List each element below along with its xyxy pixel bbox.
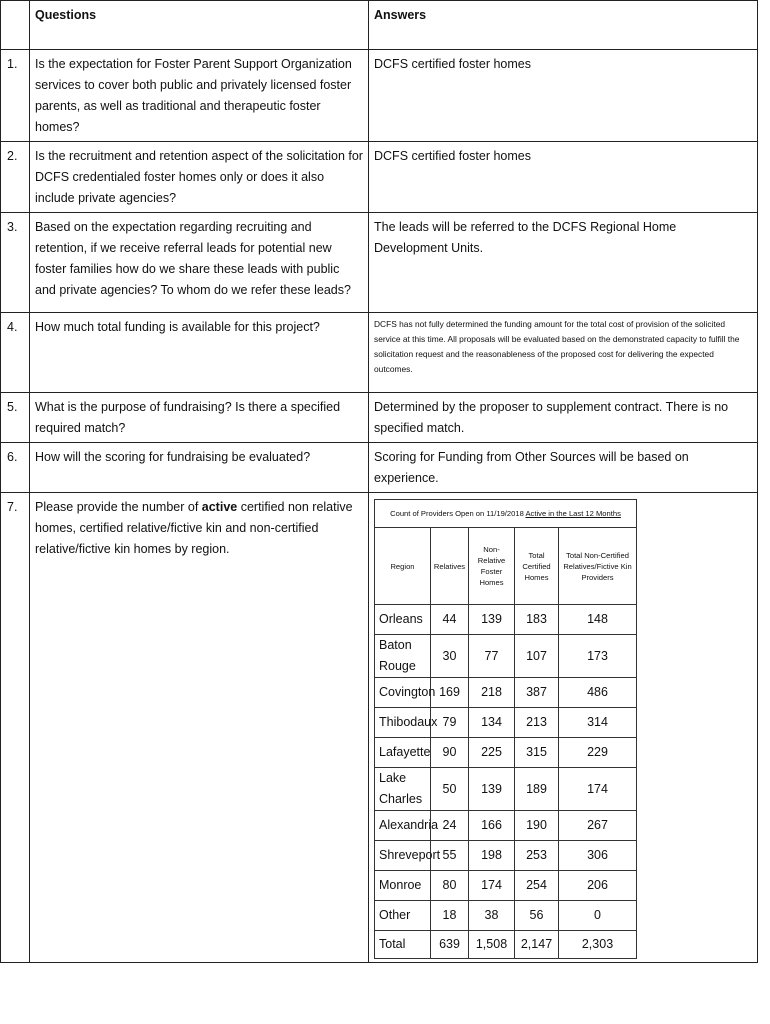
qa-row-2 — [1, 142, 758, 213]
region-name: Alexandria — [375, 811, 431, 841]
count-cell: 148 — [559, 605, 637, 635]
count-cell: 206 — [559, 871, 637, 901]
region-row — [375, 768, 637, 811]
region-row — [375, 678, 637, 708]
region-name: Monroe — [375, 871, 431, 901]
answer-cell — [369, 493, 758, 963]
qa-row-4 — [1, 313, 758, 393]
row-number: 7. — [1, 493, 30, 963]
providers-caption — [375, 500, 637, 528]
region-row — [375, 708, 637, 738]
region-name: Total — [375, 931, 431, 959]
providers-table-wrapper — [374, 499, 636, 959]
question-text-start: Please provide the number of — [35, 500, 202, 514]
region-name: Lafayette — [375, 738, 431, 768]
row-number: 1. — [1, 50, 30, 142]
region-name: Lake Charles — [375, 768, 431, 811]
count-cell: 30 — [431, 635, 469, 678]
answer-text: The leads will be referred to the DCFS Regional Home Development Units. — [369, 213, 758, 313]
count-cell: 639 — [431, 931, 469, 959]
count-cell: 0 — [559, 901, 637, 931]
count-cell: 139 — [469, 605, 515, 635]
caption-underlined: Active in the Last 12 Months — [525, 509, 621, 518]
count-cell: 173 — [559, 635, 637, 678]
count-cell: 80 — [431, 871, 469, 901]
row-number: 4. — [1, 313, 30, 393]
qa-row-5 — [1, 393, 758, 443]
count-cell: 50 — [431, 768, 469, 811]
answer-text: DCFS certified foster homes — [369, 142, 758, 213]
count-cell: 134 — [469, 708, 515, 738]
count-cell: 44 — [431, 605, 469, 635]
count-cell: 229 — [559, 738, 637, 768]
row-number: 6. — [1, 443, 30, 493]
region-row — [375, 811, 637, 841]
count-cell: 315 — [515, 738, 559, 768]
count-cell: 253 — [515, 841, 559, 871]
region-name: Thibodaux — [375, 708, 431, 738]
answer-text: Determined by the proposer to supplement contract. There is no specified match. — [369, 393, 758, 443]
region-name: Baton Rouge — [375, 635, 431, 678]
region-row — [375, 605, 637, 635]
count-cell: 166 — [469, 811, 515, 841]
question-emphasis: active — [201, 500, 238, 514]
count-cell: 169 — [431, 678, 469, 708]
count-cell: 18 — [431, 901, 469, 931]
caption-text: Count of Providers Open on 11/19/2018 — [390, 509, 526, 518]
region-name: Orleans — [375, 605, 431, 635]
count-cell: 189 — [515, 768, 559, 811]
qa-row-6 — [1, 443, 758, 493]
count-cell: 225 — [469, 738, 515, 768]
count-cell: 254 — [515, 871, 559, 901]
providers-header-row — [375, 528, 637, 605]
providers-table — [374, 499, 637, 959]
providers-body — [375, 605, 637, 959]
count-cell: 1,508 — [469, 931, 515, 959]
qa-row-3 — [1, 213, 758, 313]
count-cell: 387 — [515, 678, 559, 708]
region-row — [375, 901, 637, 931]
count-cell: 38 — [469, 901, 515, 931]
row-number: 5. — [1, 393, 30, 443]
count-cell: 306 — [559, 841, 637, 871]
column-header: Region — [375, 528, 431, 605]
row-number: 2. — [1, 142, 30, 213]
question-text: How will the scoring for fundraising be evaluated? — [30, 443, 369, 493]
count-cell: 190 — [515, 811, 559, 841]
row-number: 3. — [1, 213, 30, 313]
question-text: Is the expectation for Foster Parent Support Organization services to cover both public and privately licensed foster parents, as well as traditional and therapeutic foster homes? — [30, 50, 369, 142]
answer-text: DCFS has not fully determined the funding amount for the total cost of provision of the solicited service at this time. All proposals will be evaluated based on the demonstrated capacity to fulfill the solicitation request and the reasonableness of the proposed cost for delivering the expected outcomes. — [369, 313, 758, 393]
question-text: Is the recruitment and retention aspect of the solicitation for DCFS credentialed foster homes only or does it also include private agencies? — [30, 142, 369, 213]
column-header: Total Certified Homes — [515, 528, 559, 605]
answers-header: Answers — [369, 1, 758, 50]
count-cell: 107 — [515, 635, 559, 678]
question-text: How much total funding is available for this project? — [30, 313, 369, 393]
column-header: Relatives — [431, 528, 469, 605]
region-name: Other — [375, 901, 431, 931]
count-cell: 267 — [559, 811, 637, 841]
count-cell: 174 — [559, 768, 637, 811]
count-cell: 77 — [469, 635, 515, 678]
questions-header: Questions — [30, 1, 369, 50]
question-text: Based on the expectation regarding recruiting and retention, if we receive referral leads for potential new foster families how do we share these leads with public and private agencies? To whom do we refer these leads? — [30, 213, 369, 313]
count-cell: 198 — [469, 841, 515, 871]
count-cell: 139 — [469, 768, 515, 811]
question-text: What is the purpose of fundraising? Is there a specified required match? — [30, 393, 369, 443]
count-cell: 183 — [515, 605, 559, 635]
count-cell: 2,147 — [515, 931, 559, 959]
region-row — [375, 738, 637, 768]
region-row — [375, 635, 637, 678]
count-cell: 218 — [469, 678, 515, 708]
count-cell: 79 — [431, 708, 469, 738]
count-cell: 90 — [431, 738, 469, 768]
region-row — [375, 871, 637, 901]
region-name: Covington — [375, 678, 431, 708]
header-row — [1, 1, 758, 50]
column-header: Non-Relative Foster Homes — [469, 528, 515, 605]
region-name: Shreveport — [375, 841, 431, 871]
providers-caption-row — [375, 500, 637, 528]
count-cell: 2,303 — [559, 931, 637, 959]
count-cell: 56 — [515, 901, 559, 931]
count-cell: 213 — [515, 708, 559, 738]
count-cell: 55 — [431, 841, 469, 871]
count-cell: 314 — [559, 708, 637, 738]
region-row — [375, 841, 637, 871]
column-header: Total Non-Certified Relatives/Fictive Kin Providers — [559, 528, 637, 605]
count-cell: 486 — [559, 678, 637, 708]
number-header-cell — [1, 1, 30, 50]
qa-row-7 — [1, 493, 758, 963]
answer-text: DCFS certified foster homes — [369, 50, 758, 142]
qa-row-1 — [1, 50, 758, 142]
count-cell: 174 — [469, 871, 515, 901]
total-row — [375, 931, 637, 959]
count-cell: 24 — [431, 811, 469, 841]
answer-text: Scoring for Funding from Other Sources will be based on experience. — [369, 443, 758, 493]
question-text — [30, 493, 369, 963]
question-text-end: certified non relative homes, certified relative/fictive kin and non-certified relative/fictive kin homes by region. — [35, 500, 353, 556]
